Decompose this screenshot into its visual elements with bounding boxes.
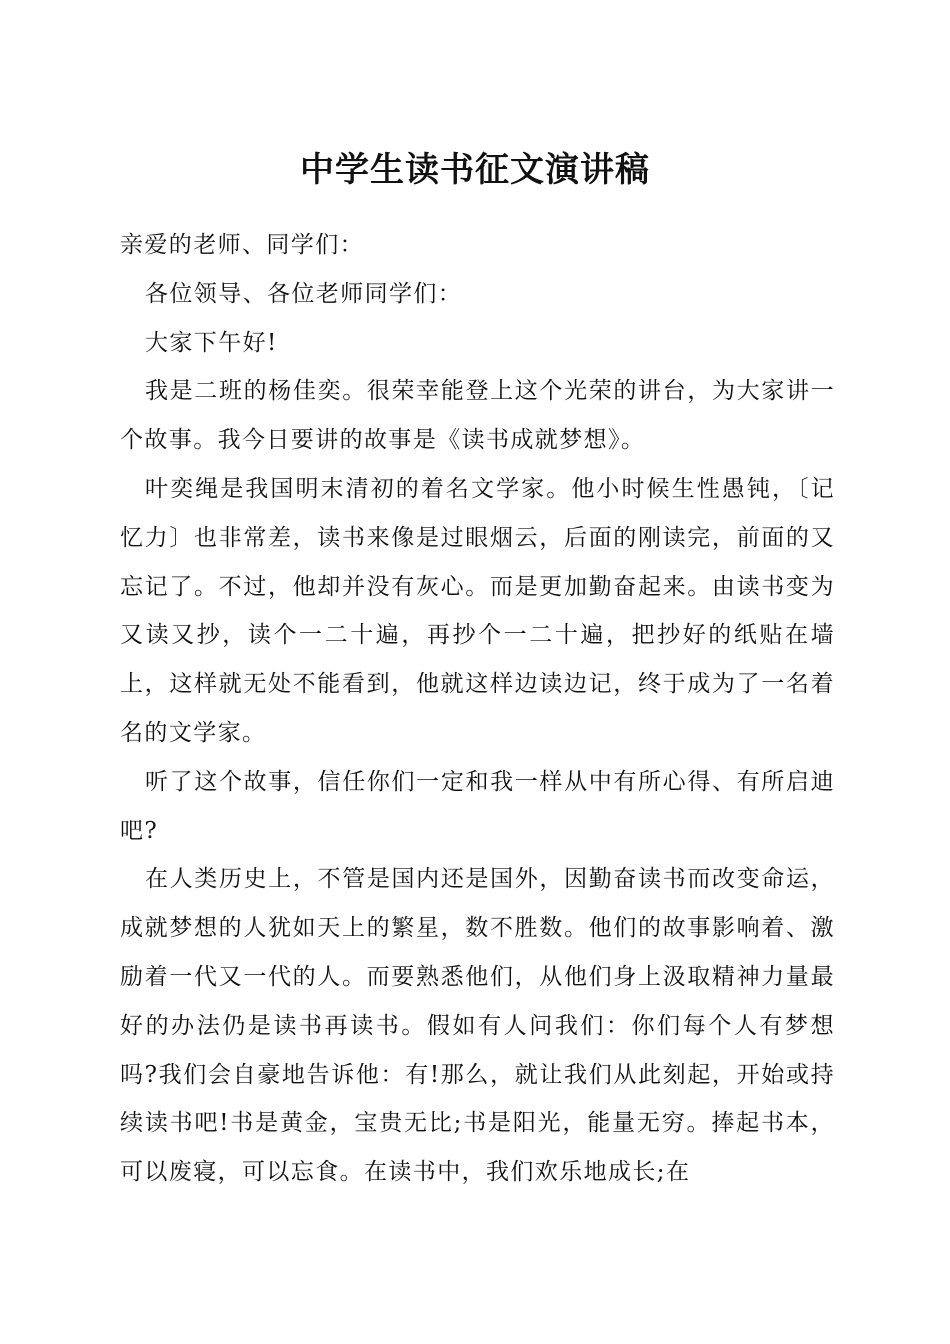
document-body [120,221,835,1197]
paragraph: 我是二班的杨佳奕。很荣幸能登上这个光荣的讲台，为大家讲一个故事。我今日要讲的故事是《读书成就梦想》。 [120,378,835,454]
paragraph: 听了这个故事，信任你们一定和我一样从中有所心得、有所启迪吧? [120,768,835,844]
paragraph: 亲爱的老师、同学们： [120,232,364,258]
paragraph: 大家下午好! [145,329,278,356]
paragraph: 各位领导、各位老师同学们： [145,280,463,307]
document-title: 中学生读书征文演讲稿 [300,150,650,190]
paragraph: 叶奕绳是我国明末清初的着名文学家。他小时候生性愚钝，〔记忆力〕也非常差，读书来像是过眼烟云，后面的刚读完，前面的又忘记了。不过，他却并没有灰心。而是更加勤奋起来。由读书变为又读又抄，读个一二十遍，再抄个一二十遍，把抄好的纸贴在墙上，这样就无处不能看到，他就这样边读边记，终于成为了一名着名的文学家。 [120,475,835,746]
paragraph: 在人类历史上，不管是国内还是国外，因勤奋读书而改变命运，成就梦想的人犹如天上的繁星，数不胜数。他们的故事影响着、激励着一代又一代的人。而要熟悉他们，从他们身上汲取精神力量最好的办法仍是读书再读书。假如有人问我们：你们每个人有梦想吗?我们会自豪地告诉他：有!那么，就让我们从此刻起，开始或持续读书吧!书是黄金，宝贵无比;书是阳光，能量无穷。捧起书本，可以废寝，可以忘食。在读书中，我们欢乐地成长;在 [120,866,835,1186]
